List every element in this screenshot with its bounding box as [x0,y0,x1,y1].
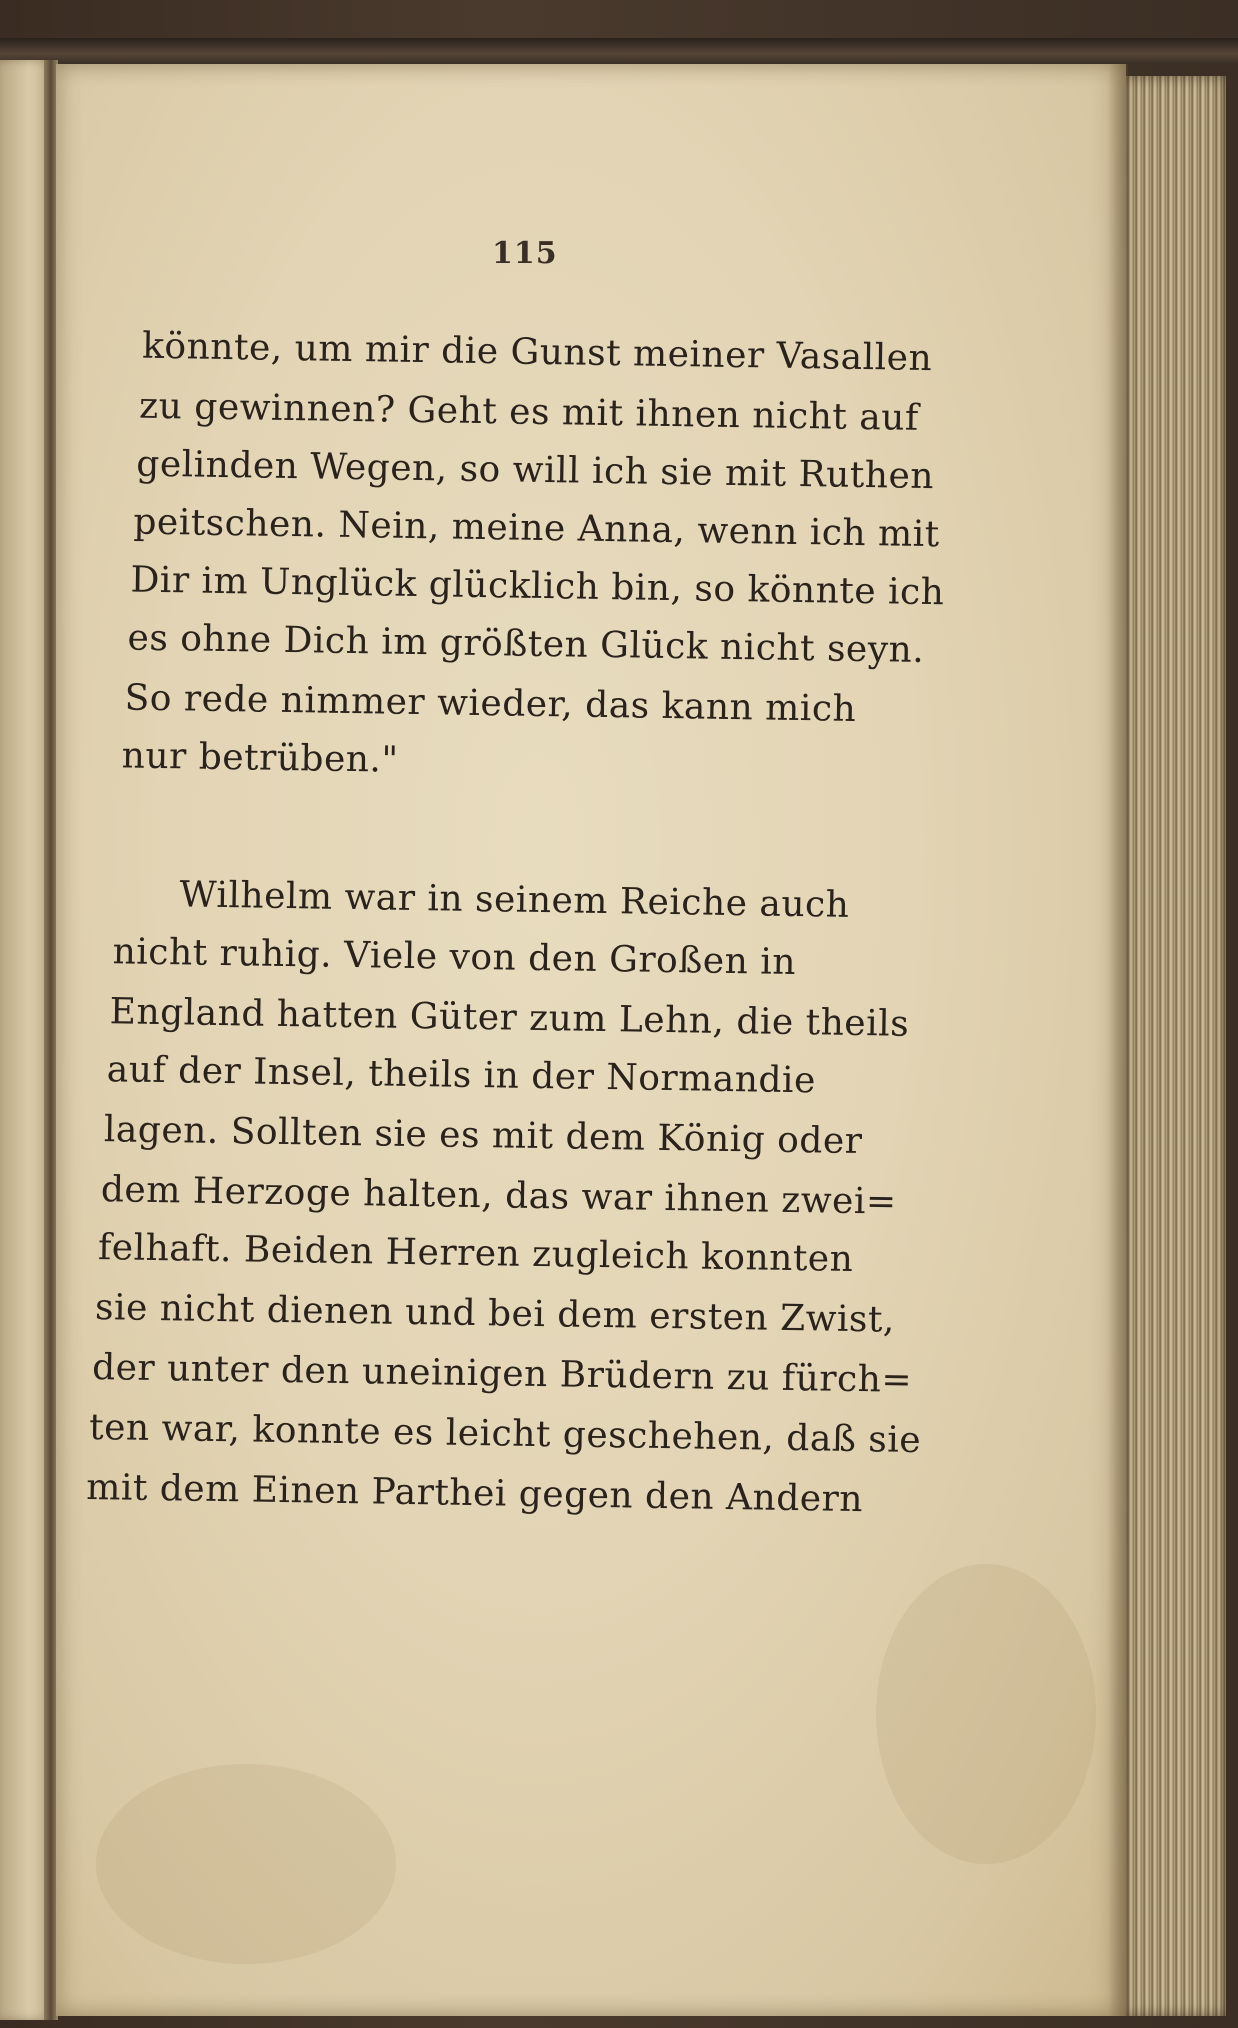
page-edge-shadow [1108,64,1128,2016]
text-line: mit dem Einen Parthei gegen den Andern [85,1466,864,1521]
text-line: gelinden Wegen, so will ich sie mit Ruthen [136,443,935,498]
paper-stain [876,1564,1096,1864]
text-line: es ohne Dich im größten Glück nicht seyn. [127,617,925,671]
cover-top-edge [0,38,1238,64]
page-block-edges [1122,76,1226,2016]
text-line: nur betrüben." [121,735,399,781]
text-line: der unter den uneinigen Brüdern zu fürch= [91,1347,913,1401]
text-line: So rede nimmer wieder, das kann mich [124,677,857,730]
text-line: peitschen. Nein, meine Anna, wenn ich mit [133,501,941,556]
text-line: felhaft. Beiden Herren zugleich konnten [97,1227,854,1280]
text-line: könnte, um mir die Gunst meiner Vasallen [141,325,933,380]
text-line: auf der Insel, theils in der Normandie [106,1049,817,1102]
paper-stain [96,1764,396,1964]
text-line: sie nicht dienen und bei dem ersten Zwist, [94,1287,896,1341]
text-line: ten war, konnte es leicht geschehen, daß sie [88,1406,922,1462]
text-line: Dir im Unglück glücklich bin, so könnte ich [130,559,945,614]
text-line: zu gewinnen? Geht es mit ihnen nicht auf [138,385,920,439]
text-line: England hatten Güter zum Lehn, die theils [109,991,910,1045]
text-line: dem Herzoge halten, das war ihnen zwei= [100,1169,897,1223]
text-line: lagen. Sollten sie es mit dem König oder [103,1109,863,1163]
text-line: Wilhelm war in seinem Reiche auch [179,874,850,926]
page-number: 115 [492,236,558,271]
text-line: nicht ruhig. Viele von den Großen in [112,931,797,984]
